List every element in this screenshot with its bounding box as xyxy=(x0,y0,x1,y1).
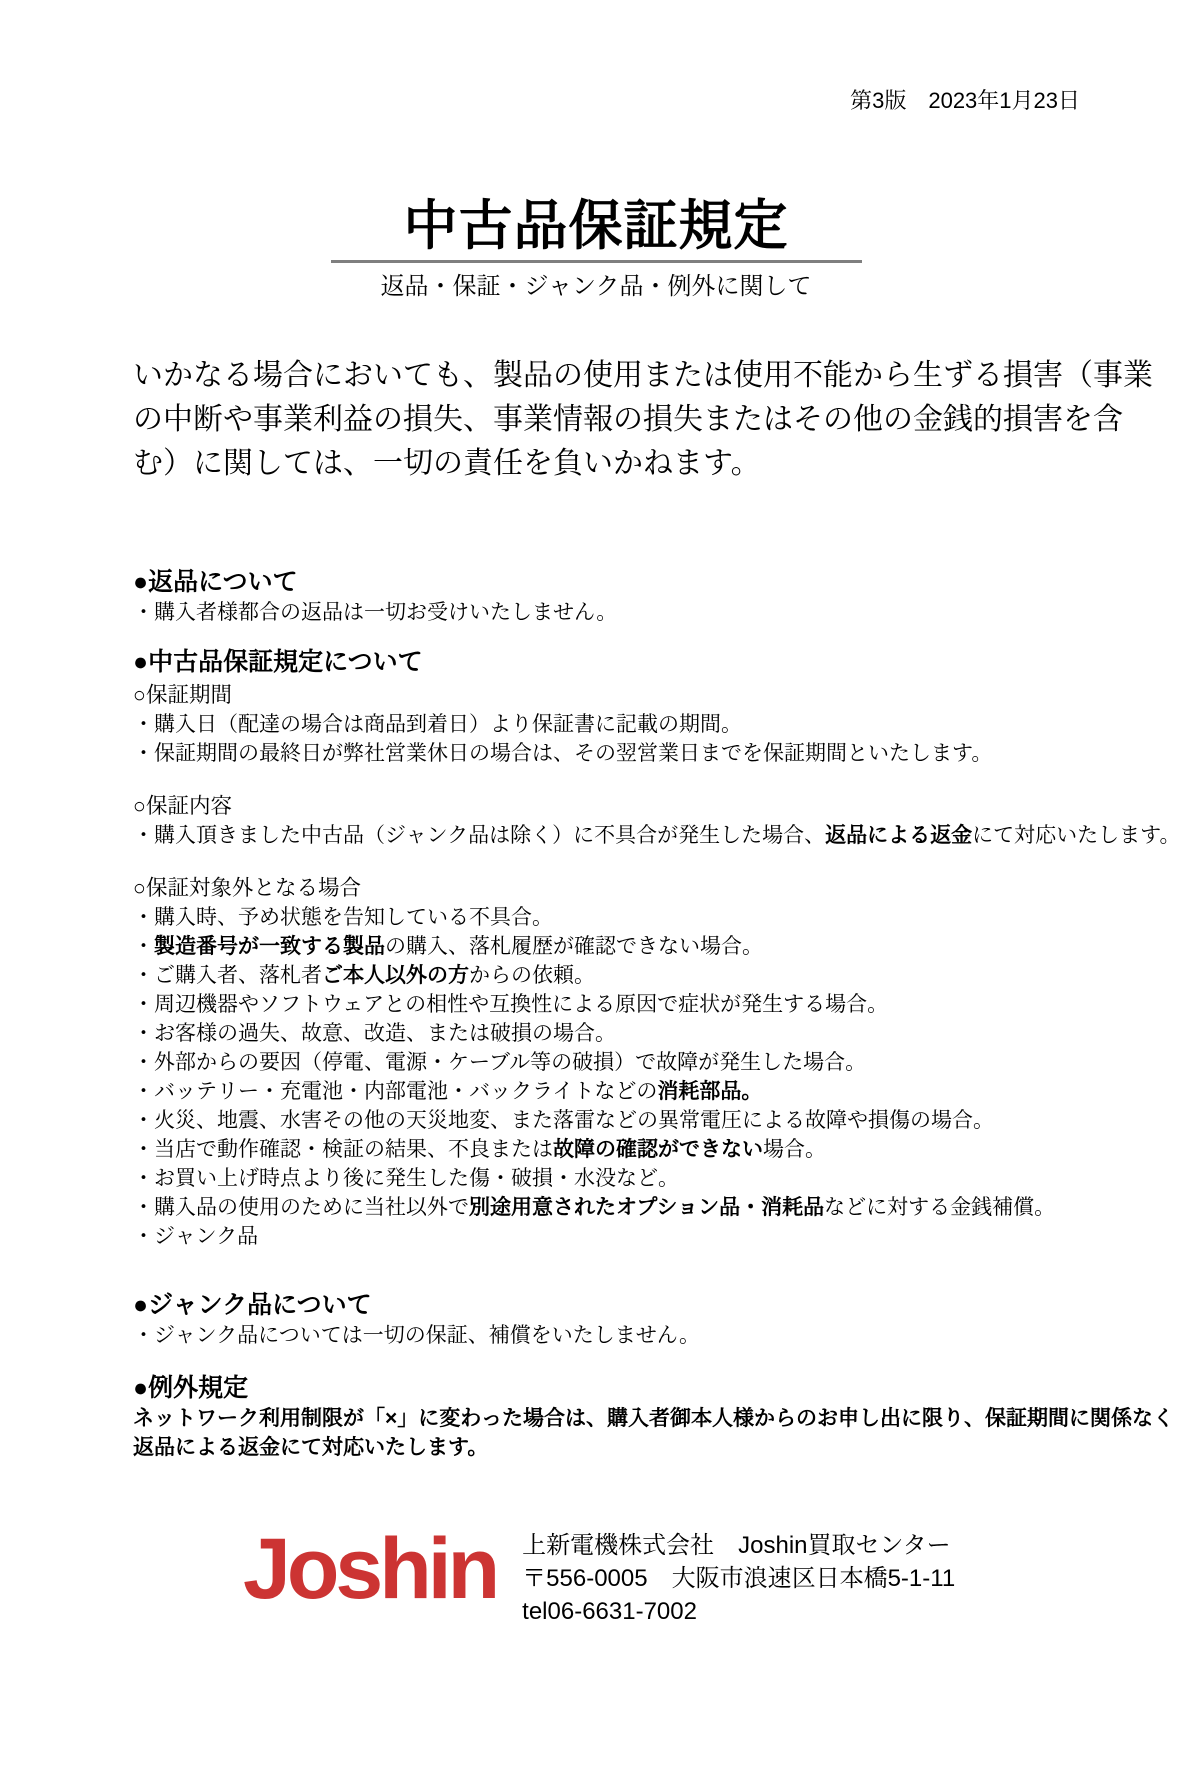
text-line: ・お買い上げ時点より後に発生した傷・破損・水没など。 xyxy=(133,1167,679,1190)
text-line: ・お客様の過失、故意、改造、または破損の場合。 xyxy=(133,1022,616,1045)
text-line: いかなる場合においても、製品の使用または使用不能から生ずる損害（事業 xyxy=(133,359,1153,392)
text-line: ・ご購入者、落札者ご本人以外の方からの依頼。 xyxy=(133,964,595,987)
document-body xyxy=(133,566,1192,1462)
page-subtitle: 返品・保証・ジャンク品・例外に関して xyxy=(380,274,812,300)
title-block xyxy=(0,198,1192,302)
subsection-warranty-period-lines xyxy=(133,710,1192,768)
text-line: ・購入日（配達の場合は商品到着日）より保証書に記載の期間。 xyxy=(133,713,742,736)
footer xyxy=(243,1521,1192,1628)
subsection-warranty-exclusions-lines xyxy=(133,903,1192,1251)
section-returns-lines xyxy=(133,598,1192,627)
text-line: ・当店で動作確認・検証の結果、不良または故障の確認ができない場合。 xyxy=(133,1138,826,1161)
section-junk-lines xyxy=(133,1321,1192,1350)
text-line: ・ジャンク品 xyxy=(133,1225,259,1248)
text-line: ・外部からの要因（停電、電源・ケーブル等の破損）で故障が発生した場合。 xyxy=(133,1051,867,1074)
text-line: ・製造番号が一致する製品の購入、落札履歴が確認できない場合。 xyxy=(133,935,763,958)
text-line: ・保証期間の最終日が弊社営業休日の場合は、その翌営業日までを保証期間といたします。 xyxy=(133,742,993,765)
footer-contact-block xyxy=(522,1527,955,1628)
text-line: の中断や事業利益の損失、事業情報の損失またはその他の金銭的損害を含 xyxy=(133,403,1123,436)
text-line: ネットワーク利用制限が「×」に変わった場合は、購入者御本人様からのお申し出に限り、保証期間に関係なく xyxy=(133,1407,1175,1430)
liability-intro-paragraph xyxy=(133,354,1192,486)
warranty-document-page xyxy=(0,88,1192,1774)
text-line: ・周辺機器やソフトウェアとの相性や互換性による原因で症状が発生する場合。 xyxy=(133,993,889,1016)
text-line: ・ジャンク品については一切の保証、補償をいたしません。 xyxy=(133,1324,700,1347)
section-heading-exception: ●例外規定 xyxy=(133,1374,249,1402)
subsection-heading-warranty-coverage: ○保証内容 xyxy=(133,794,232,818)
subsection-heading-warranty-exclusions: ○保証対象外となる場合 xyxy=(133,876,361,900)
text-line: ・購入頂きました中古品（ジャンク品は除く）に不具合が発生した場合、返品による返金にて対応いたします。 xyxy=(133,824,1181,847)
page-title: 中古品保証規定 xyxy=(403,196,789,256)
text-line: む）に関しては、一切の責任を負いかねます。 xyxy=(133,447,761,480)
subsection-warranty-coverage-lines xyxy=(133,821,1192,850)
edition-date: 第3版 2023年1月23日 xyxy=(850,88,1080,113)
text-line: ・購入品の使用のために当社以外で別途用意されたオプション品・消耗品などに対する金銭補償。 xyxy=(133,1196,1056,1219)
text-line: ・バッテリー・充電池・内部電池・バックライトなどの消耗部品。 xyxy=(133,1080,763,1103)
text-line: ・火災、地震、水害その他の天災地変、また落雷などの異常電圧による故障や損傷の場合。 xyxy=(133,1109,994,1132)
footer-tel-line: tel06-6631-7002 xyxy=(522,1598,697,1625)
footer-address-line: 〒556-0005 大阪市浪速区日本橋5-1-11 xyxy=(522,1565,956,1592)
footer-company-line: 上新電機株式会社 Joshin買取センター xyxy=(522,1532,951,1559)
section-exception-lines xyxy=(133,1404,1192,1462)
subsection-heading-warranty-period: ○保証期間 xyxy=(133,683,232,707)
title-underline xyxy=(331,260,862,263)
section-heading-warranty: ●中古品保証規定について xyxy=(133,648,423,676)
section-heading-returns: ●返品について xyxy=(133,568,298,596)
section-heading-junk: ●ジャンク品について xyxy=(133,1291,372,1319)
text-line: 返品による返金にて対応いたします。 xyxy=(133,1436,489,1459)
joshin-logo: Joshin xyxy=(243,1521,497,1617)
text-line: ・購入者様都合の返品は一切お受けいたしません。 xyxy=(133,601,618,624)
text-line: ・購入時、予め状態を告知している不具合。 xyxy=(133,906,553,929)
